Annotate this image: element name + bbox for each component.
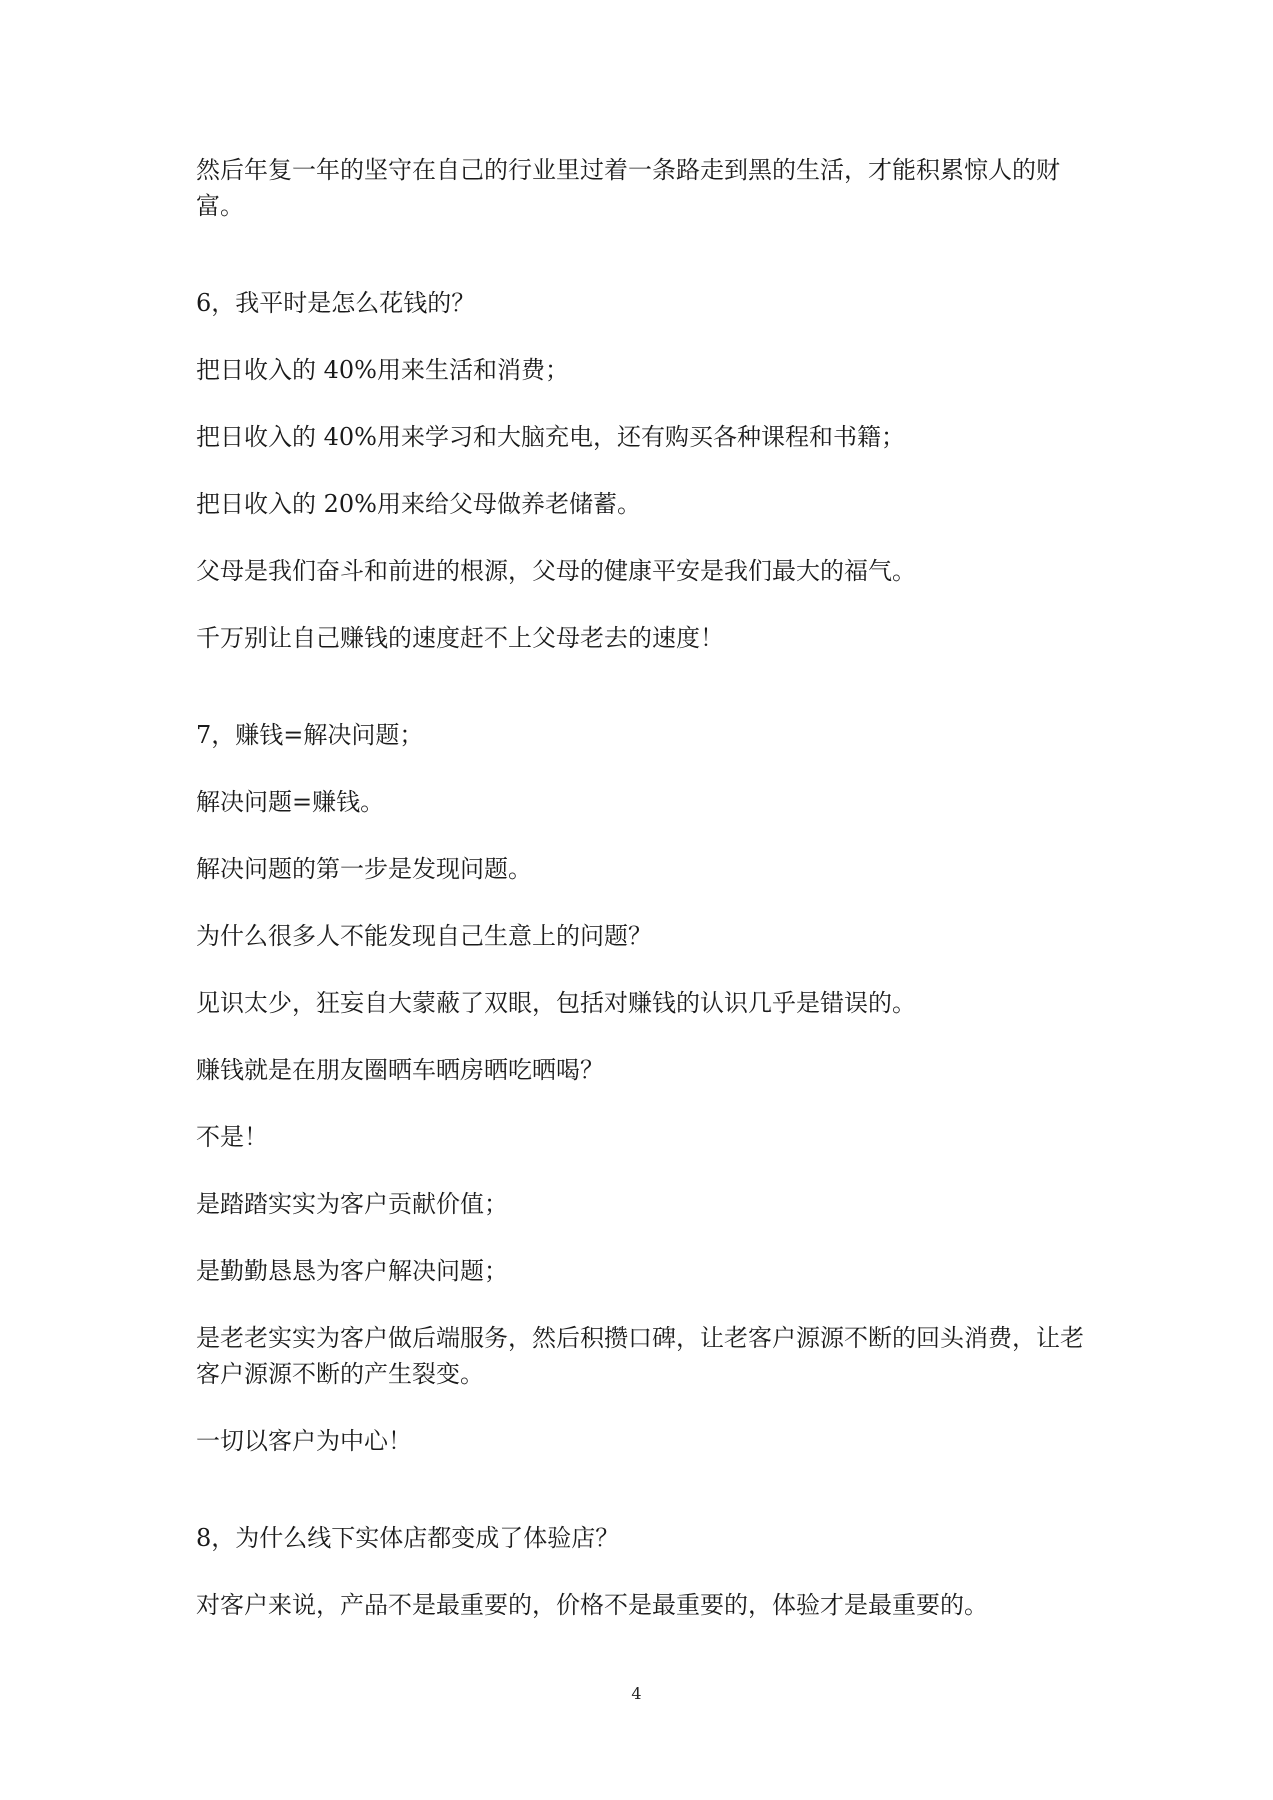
section-gap (196, 255, 1096, 285)
paragraph-parents-speed: 千万别让自己赚钱的速度赶不上父母老去的速度！ (196, 624, 724, 652)
paragraph-wealth-conclusion: 然后年复一年的坚守在自己的行业里过着一条路走到黑的生活，才能积累惊人的财富。 (196, 156, 1060, 220)
paragraph-customer-center: 一切以客户为中心！ (196, 1427, 412, 1455)
heading-section-8: 8，为什么线下实体店都变成了体验店？ (196, 1524, 620, 1552)
paragraph-experience-most-important: 对客户来说，产品不是最重要的，价格不是最重要的，体验才是最重要的。 (196, 1591, 988, 1619)
paragraph-why-question: 为什么很多人不能发现自己生意上的问题？ (196, 922, 652, 950)
heading-section-7: 7，赚钱=解决问题； (196, 721, 424, 749)
paragraph-first-step: 解决问题的第一步是发现问题。 (196, 855, 532, 883)
paragraph-show-off-question: 赚钱就是在朋友圈晒车晒房晒吃晒喝？ (196, 1056, 604, 1084)
document-body (196, 152, 1096, 1654)
paragraph-after-service: 是老老实实为客户做后端服务，然后积攒口碑，让老客户源源不断的回头消费，让老客户源源不断的产生裂变。 (196, 1324, 1084, 1388)
section-gap (196, 1490, 1096, 1520)
paragraph-solve-equals-earn: 解决问题=赚钱。 (196, 788, 385, 816)
paragraph-no: 不是！ (196, 1123, 268, 1151)
paragraph-spending-living: 把日收入的 40%用来生活和消费； (196, 356, 569, 384)
paragraph-lack-insight: 见识太少，狂妄自大蒙蔽了双眼，包括对赚钱的认识几乎是错误的。 (196, 989, 916, 1017)
paragraph-spending-parents: 把日收入的 20%用来给父母做养老储蓄。 (196, 490, 641, 518)
paragraph-spending-learning: 把日收入的 40%用来学习和大脑充电，还有购买各种课程和书籍； (196, 423, 905, 451)
paragraph-parents-root: 父母是我们奋斗和前进的根源，父母的健康平安是我们最大的福气。 (196, 557, 916, 585)
paragraph-solve-problems: 是勤勤恳恳为客户解决问题； (196, 1257, 508, 1285)
section-gap (196, 687, 1096, 717)
heading-section-6: 6，我平时是怎么花钱的？ (196, 289, 476, 317)
page-number: 4 (631, 1684, 642, 1703)
paragraph-contribute-value: 是踏踏实实为客户贡献价值； (196, 1190, 508, 1218)
